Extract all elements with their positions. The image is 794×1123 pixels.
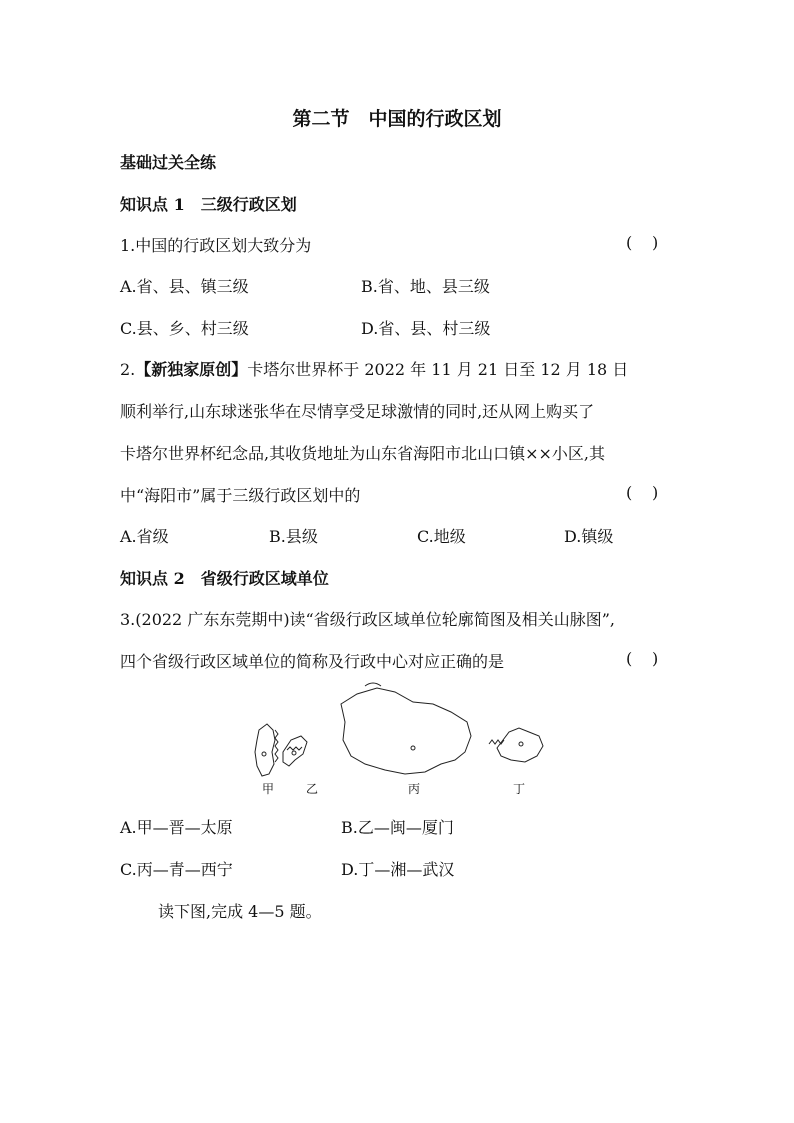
figure-label-bing: 丙	[408, 782, 421, 796]
option-a: A.省、县、镇三级	[120, 277, 249, 296]
option-c: C.丙—青—西宁	[120, 860, 233, 879]
option-c: C.地级	[417, 527, 466, 546]
topic-heading-2: 知识点 2 省级行政区域单位	[120, 569, 329, 588]
option-a: A.省级	[120, 527, 169, 546]
answer-blank: ( )	[626, 233, 659, 252]
question-tag: 【新独家原创】	[135, 360, 248, 379]
province-outline-bing	[341, 683, 471, 774]
question-1-stem: 1.中国的行政区划大致分为	[120, 236, 312, 255]
option-a: A.甲—晋—太原	[120, 818, 233, 837]
question-2-line-4: 中“海阳市”属于三级行政区划中的	[120, 486, 361, 505]
figure-label-jia: 甲	[262, 782, 275, 796]
option-d: D.镇级	[564, 527, 614, 546]
topic-heading-1: 知识点 1 三级行政区划	[120, 195, 297, 214]
page-title: 第二节 中国的行政区划	[292, 108, 502, 130]
option-b: B.县级	[269, 527, 318, 546]
question-3-line-1: 3.(2022 广东东莞期中)读“省级行政区域单位轮廓简图及相关山脉图”,	[120, 610, 616, 629]
question-2-line-2: 顺利举行,山东球迷张华在尽情享受足球激情的同时,还从网上购买了	[120, 402, 595, 421]
province-outline-jia	[255, 724, 278, 776]
option-d: D.丁—湘—武汉	[341, 860, 455, 879]
section-label: 基础过关全练	[120, 153, 217, 172]
figure-label-ding: 丁	[513, 782, 526, 796]
province-outline-figure	[245, 682, 555, 800]
question-3-line-2: 四个省级行政区域单位的简称及行政中心对应正确的是	[120, 652, 505, 671]
option-b: B.乙—闽—厦门	[341, 818, 454, 837]
option-c: C.县、乡、村三级	[120, 319, 249, 338]
answer-blank: ( )	[626, 649, 659, 668]
figure-label-yi: 乙	[306, 782, 319, 796]
question-2-line-3: 卡塔尔世界杯纪念品,其收货地址为山东省海阳市北山口镇××小区,其	[120, 444, 605, 463]
option-d: D.省、县、村三级	[361, 319, 491, 338]
question-2-line-1: 2.【新独家原创】卡塔尔世界杯于 2022 年 11 月 21 日至 12 月 18 日	[120, 360, 629, 379]
province-outline-yi	[283, 736, 307, 766]
province-outline-ding	[489, 728, 543, 762]
instruction-text: 读下图,完成 4—5 题。	[158, 902, 322, 921]
answer-blank: ( )	[626, 483, 659, 502]
option-b: B.省、地、县三级	[361, 277, 490, 296]
